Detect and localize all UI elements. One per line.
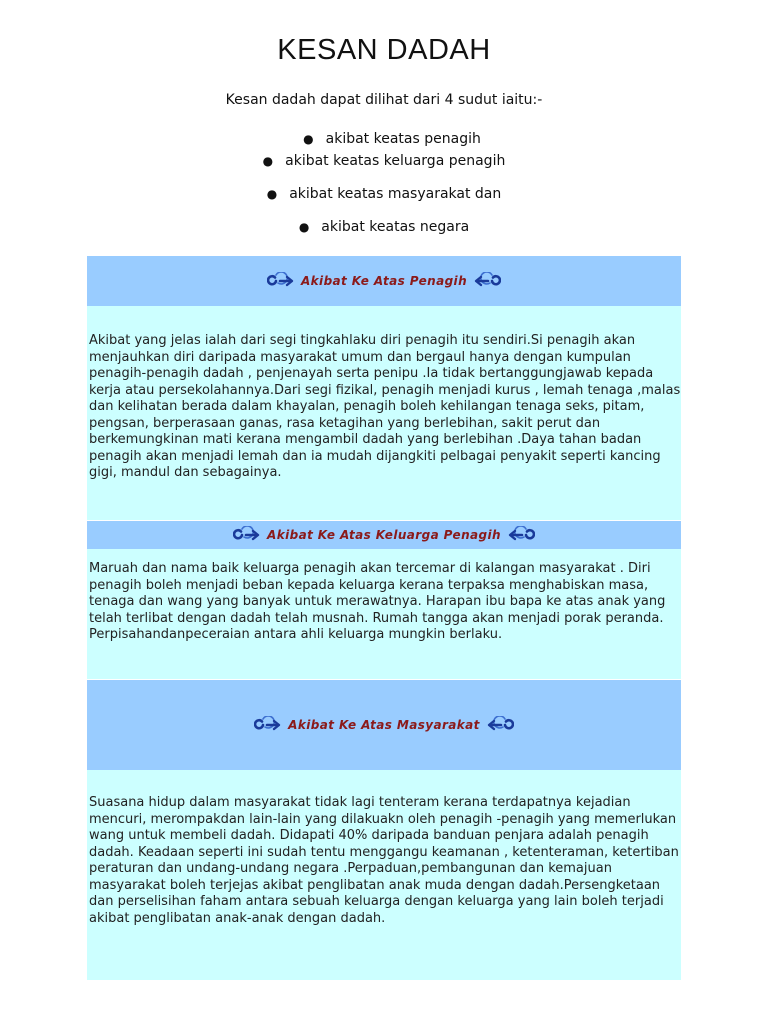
bullet-dot-icon: ● [303,132,314,146]
section-heading-band [87,521,681,549]
section-heading: Akibat Ke Atas Keluarga Penagih [267,528,501,542]
section-panel [87,306,681,520]
bullet-label: akibat keatas penagih [325,131,481,147]
bullet-dot-icon: ● [262,154,274,168]
bullet-dot-icon: ● [266,187,278,201]
swirl-left-icon [507,526,535,544]
bullet-item [0,131,768,147]
page-title: KESAN DADAH [277,34,491,66]
section-panel [87,549,681,679]
swirl-left-icon [486,716,514,734]
intro-text: Kesan dadah dapat dilihat dari 4 sudut iaitu:- [225,92,543,108]
bullet-label: akibat keatas keluarga penagih [285,153,506,169]
section-heading: Akibat Ke Atas Masyarakat [288,718,480,732]
swirl-right-icon [233,526,261,544]
bullet-item [0,186,768,202]
section-body: Suasana hidup dalam masyarakat tidak lagi tenteram kerana terdapatnya kejadian mencuri, merompakdan lain-lain yang dilakuakn oleh penagih -penagih yang memerlukan wang untuk membeli dadah. Didapati 40% daripada banduan penjara adalah penagih dadah. Keadaan seperti ini sudah tentu menggangu keamanan , ketenteraman, ketertiban peraturan dan undang-undang negara .Perpaduan,pembangunan dan kemajuan masyarakat boleh terjejas akibat penglibatan anak muda dengan dadah.Persengketaan dan perselisihan faham antara sebuah keluarga dengan keluarga yang lain boleh terjadi akibat penglibatan anak-anak dengan dadah. [89,795,679,926]
swirl-right-icon [254,716,282,734]
bullet-label: akibat keatas masyarakat dan [289,186,502,202]
swirl-right-icon [267,272,295,290]
bullet-dot-icon: ● [298,220,310,234]
bullet-item [0,219,768,235]
section-body: Akibat yang jelas ialah dari segi tingkahlaku diri penagih itu sendiri.Si penagih akan menjauhkan diri daripada masyarakat umum dan bergaul hanya dengan kumpulan penagih-penagih dadah , penjenayah serta penipu .Ia tidak bertanggungjawab kepada kerja atau persekolahannya.Dari segi fizikal, penagih menjadi kurus , lemah tenaga ,malas dan kelihatan berada dalam khayalan, penagih boleh kehilangan tenaga seks, pitam, pengsan, berperasaan ganas, rasa ketagihan yang berlebihan, sakit perut dan berkemungkinan mati kerana mengambil dadah yang berlebihan .Daya tahan badan penagih akan menjadi lemah dan ia mudah dijangkiti pelbagai penyakit seperti kancing gigi, mandul dan sebagainya. [89,333,681,480]
bullet-label: akibat keatas negara [321,219,470,235]
section-panel [87,770,681,980]
section-body: Maruah dan nama baik keluarga penagih akan tercemar di kalangan masyarakat . Diri penagih boleh menjadi beban kepada keluarga kerana terpaksa menghabiskan masa, tenaga dan wang yang banyak untuk merawatnya. Harapan ibu bapa ke atas anak yang telah terlibat dengan dadah telah musnah. Rumah tangga akan menjadi porak peranda. Perpisahandanpeceraian antara ahli keluarga mungkin berlaku. [89,561,666,642]
bullet-item [0,153,768,169]
section-heading-band [87,256,681,306]
section-heading-band [87,680,681,770]
section-heading: Akibat Ke Atas Penagih [300,274,468,288]
swirl-left-icon [473,272,501,290]
